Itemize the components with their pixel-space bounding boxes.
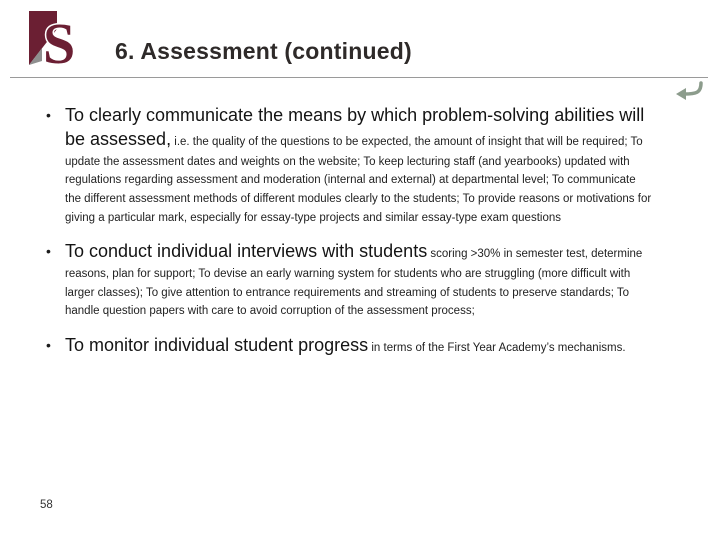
- bullet-icon: •: [46, 336, 51, 353]
- bullet-text: [65, 334, 652, 358]
- slide-body: [46, 104, 652, 372]
- university-logo-icon: [24, 8, 90, 74]
- bullet-detail-text: in terms of the First Year Academy’s mechanisms.: [368, 341, 626, 354]
- bullet-icon: •: [46, 243, 51, 260]
- bullet-main-text: To clearly communicate the means by which problem-solving abilities will be assessed,: [65, 105, 645, 149]
- page-title: 6. Assessment (continued): [115, 38, 412, 64]
- return-arrow-icon[interactable]: [674, 80, 704, 102]
- list-item: [46, 240, 652, 320]
- bullet-main-text: To monitor individual student progress: [65, 334, 369, 355]
- bullet-text: [65, 104, 652, 226]
- bullet-main-text: To conduct individual interviews with students: [65, 241, 428, 262]
- list-item: [46, 334, 652, 358]
- bullet-detail-text: i.e. the quality of the questions to be expected, the amount of insight that will be required; To update the assessment dates and weights on the website; To keep lecturing staff (and yearbooks) updated with regulations regarding assessment and moderation (internal and external) at departmental level; To communicate the different assessment methods of different modules clearly to the students; To provide reasons or motivations for giving a particular mark, especially for essay-type projects and similar essay-type exam questions: [65, 135, 652, 224]
- logo-letter-s: S: [43, 11, 76, 74]
- list-item: [46, 104, 652, 226]
- bullet-detail-text: scoring >30% in semester test, determine reasons, plan for support; To devise an early warning system for students who are struggling (more difficult with larger classes); To give attention to entrance requirements and streaming of students to preserve standards; To handle question papers with care to avoid corruption of the assessment process;: [65, 248, 643, 318]
- page-number: 58: [40, 499, 53, 511]
- bullet-icon: •: [46, 107, 51, 123]
- bullet-text: [65, 240, 652, 320]
- title-divider: [10, 77, 708, 78]
